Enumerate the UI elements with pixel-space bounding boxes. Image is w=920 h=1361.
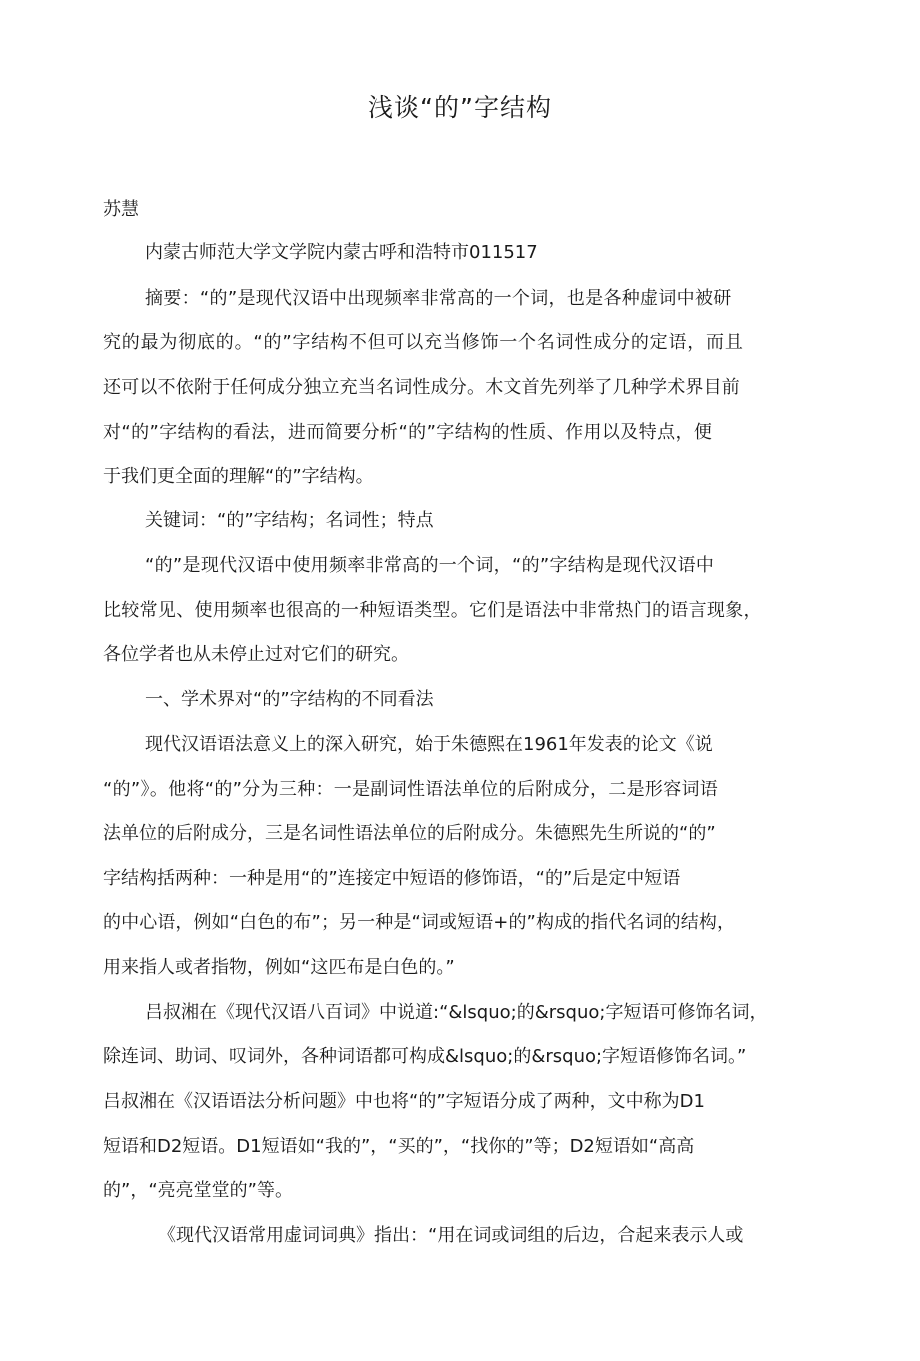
- body-line-5: “的”》。他将“的”分为三种：一是副词性语法单位的后附成分，二是形容词语: [103, 779, 719, 800]
- body-line-11: 除连词、助词、叹词外，各种词语都可构成&lsquo;的&rsquo;字短语修饰名词。”: [103, 1046, 747, 1067]
- abstract-line-3: 还可以不依附于任何成分独立充当名词性成分。木文首先列举了几种学术界目前: [103, 377, 740, 398]
- keywords-line: 关键词：“的”字结构；名词性；特点: [145, 510, 434, 531]
- abstract-line-5: 于我们更全面的理解“的”字结构。: [103, 466, 374, 487]
- body-line-8: 的中心语，例如“白色的布”；另一种是“词或短语+的”构成的指代名词的结构，: [103, 912, 736, 933]
- body-line-9: 用来指人或者指物，例如“这匹布是白色的。”: [103, 957, 455, 978]
- abstract-line-4: 对“的”字结构的看法，进而简要分析“的”字结构的性质、作用以及特点，便: [103, 422, 713, 443]
- abstract-line-1: 摘要：“的”是现代汉语中出现频率非常高的一个词，也是各种虚词中被研: [145, 288, 732, 309]
- abstract-line-2: 究的最为彻底的。“的”字结构不但可以充当修饰一个名词性成分的定语，而且: [103, 332, 744, 353]
- body-line-1: “的”是现代汉语中使用频率非常高的一个词，“的”字结构是现代汉语中: [145, 555, 715, 576]
- body-line-10: 吕叔湘在《现代汉语八百词》中说道:“&lsquo;的&rsquo;字短语可修饰名词，: [145, 1002, 768, 1023]
- section-heading-1: 一、学术界对“的”字结构的不同看法: [145, 689, 434, 710]
- body-line-13: 短语和D2短语。D1短语如“我的”，“买的”，“找你的”等；D2短语如“高高: [103, 1136, 695, 1157]
- body-line-12: 吕叔湘在《汉语语法分析问题》中也将“的”字短语分成了两种，文中称为D1: [103, 1091, 705, 1112]
- body-line-7: 字结构括两种：一种是用“的”连接定中短语的修饰语，“的”后是定中短语: [103, 868, 681, 889]
- body-line-3: 各位学者也从未停止过对它们的研究。: [103, 644, 409, 665]
- body-line-2: 比较常见、使用频率也很高的一种短语类型。它们是语法中非常热门的语言现象，: [103, 600, 762, 621]
- body-line-6: 法单位的后附成分，三是名词性语法单位的后附成分。朱德熙先生所说的“的”: [103, 823, 716, 844]
- body-line-15: 《现代汉语常用虚词词典》指出：“用在词或词组的后边，合起来表示人或: [158, 1225, 744, 1246]
- body-line-14: 的”，“亮亮堂堂的”等。: [103, 1180, 293, 1201]
- body-line-4: 现代汉语语法意义上的深入研究，始于朱德熙在1961年发表的论文《说: [145, 734, 713, 755]
- author-name: 苏慧: [103, 199, 139, 220]
- document-title: 浅谈“的”字结构: [368, 93, 552, 122]
- author-affiliation: 内蒙古师范大学文学院内蒙古呼和浩特市011517: [145, 242, 538, 263]
